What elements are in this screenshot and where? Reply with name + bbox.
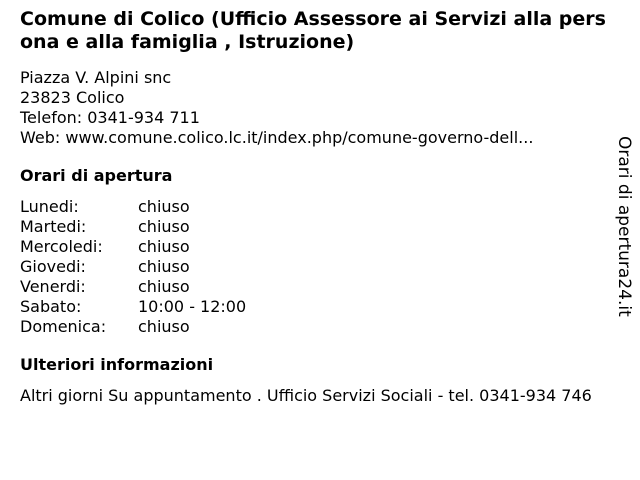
hours-row-friday <box>20 277 612 297</box>
site-brand-watermark: Orari di apertura24.it <box>614 136 634 317</box>
hours-row-tuesday <box>20 217 612 237</box>
website-link[interactable]: Web: www.comune.colico.lc.it/index.php/comune-governo-dell... <box>20 128 534 147</box>
day-label: Venerdi: <box>20 277 86 296</box>
office-title: Comune di Colico (Ufficio Assessore ai Servizi alla persona e alla famiglia , Istruzione) <box>20 8 606 53</box>
day-label: Sabato: <box>20 297 82 316</box>
city-postal-code: 23823 Colico <box>20 88 125 107</box>
day-hours: chiuso <box>138 277 190 296</box>
hours-row-monday <box>20 197 612 217</box>
opening-hours-table <box>20 197 612 337</box>
hours-row-wednesday <box>20 237 612 257</box>
day-label: Domenica: <box>20 317 107 336</box>
hours-row-saturday <box>20 297 612 317</box>
phone-number: Telefon: 0341-934 711 <box>20 108 200 127</box>
day-hours: chiuso <box>138 257 190 276</box>
opening-hours-heading: Orari di apertura <box>20 166 173 185</box>
address-block <box>20 68 612 148</box>
day-hours: chiuso <box>138 197 190 216</box>
hours-row-thursday <box>20 257 612 277</box>
day-hours: chiuso <box>138 217 190 236</box>
more-info-heading: Ulteriori informazioni <box>20 355 214 374</box>
day-hours: chiuso <box>138 317 190 336</box>
website-row <box>20 128 612 148</box>
day-hours: 10:00 - 12:00 <box>138 297 247 316</box>
street-address: Piazza V. Alpini snc <box>20 68 172 87</box>
day-label: Martedi: <box>20 217 87 236</box>
day-label: Mercoledi: <box>20 237 103 256</box>
office-info-card <box>20 8 612 406</box>
hours-row-sunday <box>20 317 612 337</box>
day-label: Giovedi: <box>20 257 86 276</box>
day-hours: chiuso <box>138 237 190 256</box>
more-info-text: Altri giorni Su appuntamento . Ufficio Servizi Sociali - tel. 0341-934 746 <box>20 386 592 405</box>
day-label: Lunedi: <box>20 197 79 216</box>
